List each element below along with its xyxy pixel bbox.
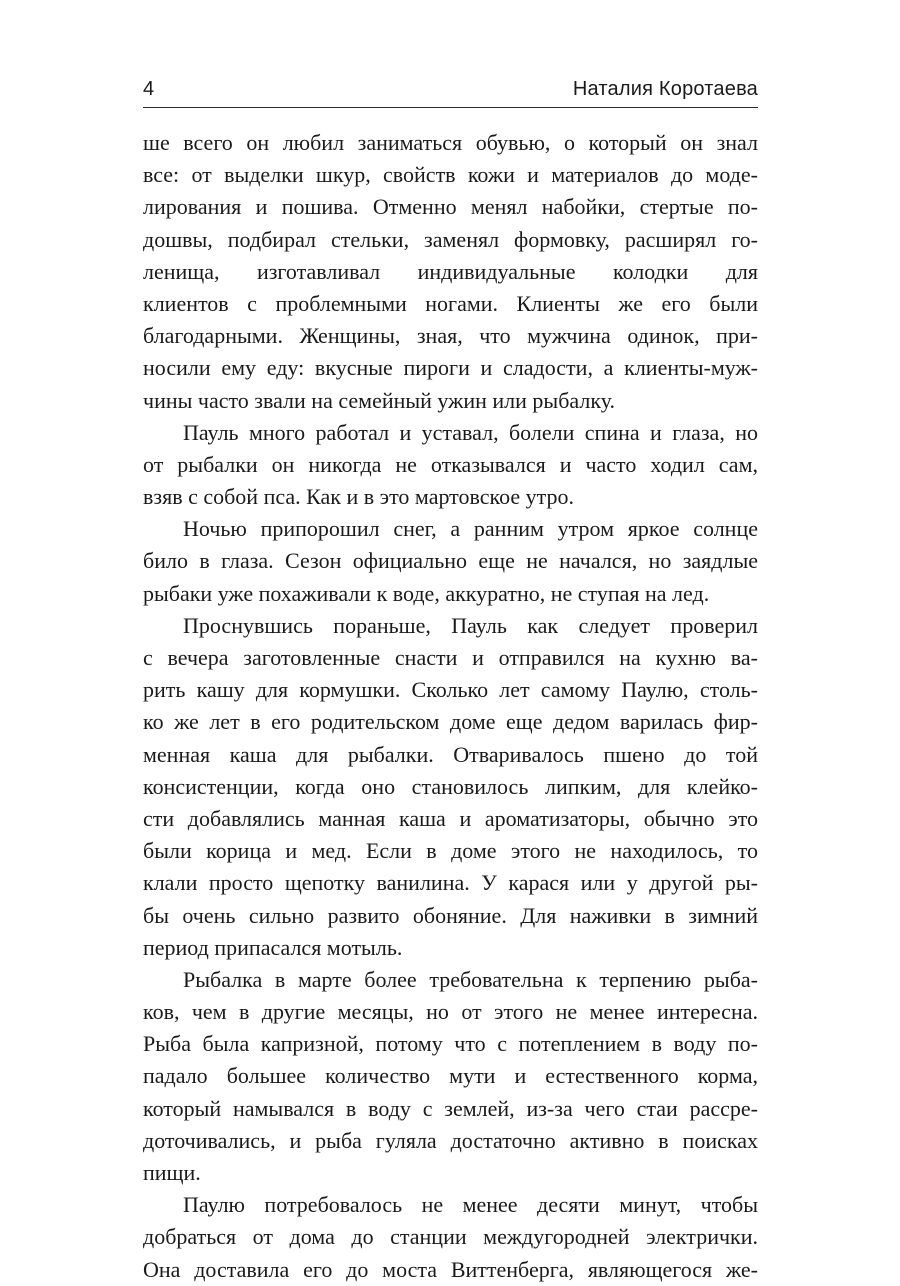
text-line: от рыбалки он никогда не отказывался и часто ходил сам, [143, 451, 758, 477]
text-line: все: от выделки шкур, свойств кожи и материалов до моде- [143, 162, 758, 188]
text-line: консистенции, когда оно становилось липким, для клейко- [143, 773, 758, 799]
text-line: ше всего он любил заниматься обувью, о который он знал [143, 130, 758, 155]
text-line: клиентов с проблемными ногами. Клиенты же его были [143, 290, 758, 316]
text-line: добраться от дома до станции междугородней электрички. [143, 1224, 758, 1250]
text-line: Она доставила его до моста Виттенберга, являющегося же- [143, 1256, 758, 1282]
text-line: ков, чем в другие месяцы, но от этого не менее интересна. [143, 999, 758, 1025]
paragraph [143, 964, 758, 1189]
text-line: бы очень сильно развито обоняние. Для наживки в зимний [143, 902, 758, 928]
paragraph [143, 513, 758, 610]
text-line: ко же лет в его родительском доме еще дедом варилась фир- [143, 709, 758, 735]
page-number: 4 [143, 78, 155, 100]
text-line: Проснувшись пораньше, Пауль как следует проверил [183, 612, 758, 638]
text-line: рыбаки уже похаживали к воде, аккуратно, не ступая на лед. [143, 580, 710, 606]
running-head [143, 74, 758, 106]
text-line: который намывался в воду с землей, из-за чего стаи рассре- [143, 1095, 758, 1121]
text-line: падало большее количество мути и естественного корма, [143, 1063, 758, 1089]
header-rule [143, 107, 758, 108]
text-line: Рыбалка в марте более требовательна к терпению рыба- [183, 966, 758, 992]
text-line: дошвы, подбирал стельки, заменял формовку, расширял го- [143, 226, 758, 252]
text-line: клали просто щепотку ванилина. У карася или у другой ры- [143, 870, 758, 896]
text-line: сти добавлялись манная каша и ароматизаторы, обычно это [143, 805, 758, 831]
paragraph [143, 610, 758, 964]
text-line: период припасался мотыль. [143, 934, 403, 960]
text-line: с вечера заготовленные снасти и отправился на кухню ва- [143, 645, 758, 670]
author-name: Наталия Коротаева [572, 78, 758, 100]
text-line: были корица и мед. Если в доме этого не находилось, то [143, 838, 758, 864]
text-line: носили ему еду: вкусные пироги и сладости, а клиенты-муж- [143, 355, 758, 381]
text-line: взяв с собой пса. Как и в это мартовское утро. [143, 484, 574, 510]
text-line: ленища, изготавливал индивидуальные колодки для [143, 258, 758, 284]
text-line: Рыба была капризной, потому что с потеплением в воду по- [143, 1031, 758, 1057]
text-line: чины часто звали на семейный ужин или рыбалку. [143, 387, 616, 413]
text-line: лирования и пошива. Отменно менял набойки, стертые по- [143, 194, 758, 220]
text-line: било в глаза. Сезон официально еще не начался, но заядлые [143, 548, 758, 574]
paragraph [143, 417, 758, 514]
text-line: рить кашу для кормушки. Сколько лет самому Паулю, столь- [143, 677, 758, 703]
text-line: доточивались, и рыба гуляла достаточно активно в поисках [143, 1127, 758, 1153]
body-text [143, 127, 758, 1286]
paragraph [143, 127, 758, 417]
text-line: Ночью припорошил снег, а ранним утром яркое солнце [183, 516, 758, 542]
text-line: менная каша для рыбалки. Отваривалось пшено до той [143, 741, 758, 767]
text-line: Пауль много работал и уставал, болели спина и глаза, но [183, 419, 758, 445]
paragraph [143, 1189, 758, 1286]
text-line: Паулю потребовалось не менее десяти минут, чтобы [183, 1192, 758, 1218]
text-line: пищи. [143, 1160, 201, 1185]
text-line: благодарными. Женщины, зная, что мужчина одинок, при- [143, 323, 758, 349]
